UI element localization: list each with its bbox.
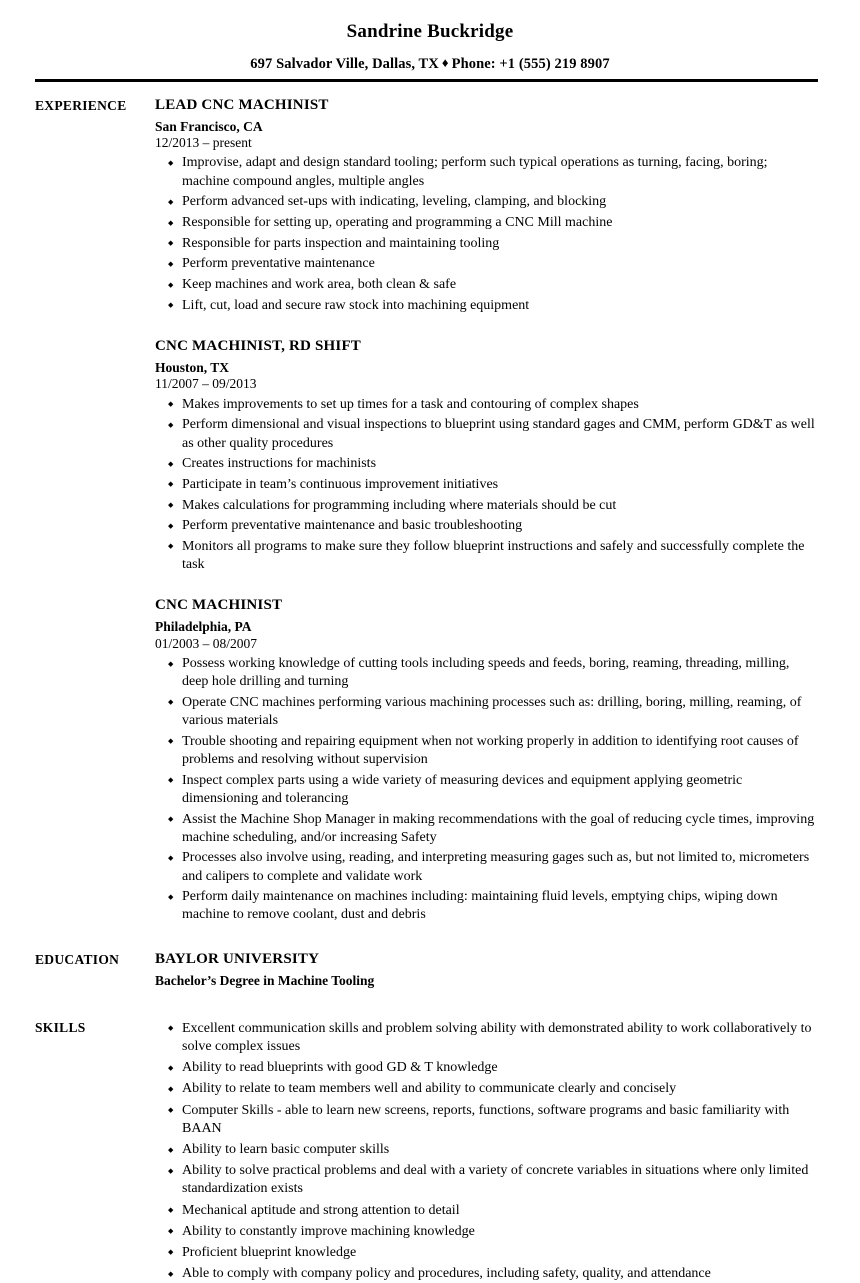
job-bullet: ◆ Monitors all programs to make sure they follow blueprint instructions and safely and successfully complete the task — [155, 538, 818, 574]
job-location: Houston, TX — [155, 359, 230, 375]
section-label-experience: EXPERIENCE — [35, 97, 127, 113]
header-divider — [35, 79, 818, 82]
job-dates: 12/2013 – present — [155, 135, 252, 151]
candidate-name: Sandrine Buckridge — [346, 21, 514, 42]
job-bullet: ◆ Possess working knowledge of cutting tools including speeds and feeds, boring, reaming, threading, milling, deep hole drilling and turning — [155, 655, 818, 691]
resume-body — [0, 96, 860, 1283]
job-entry — [155, 96, 818, 315]
section-label-skills: SKILLS — [35, 1019, 86, 1035]
job-bullet-list — [155, 396, 818, 575]
job-location: San Francisco, CA — [155, 118, 263, 134]
job-bullet: ◆ Operate CNC machines performing various machining processes such as: drilling, boring, milling, reaming, of various materials — [155, 694, 818, 730]
job-title: CNC MACHINIST, RD SHIFT — [155, 337, 362, 354]
section-education — [35, 950, 818, 990]
job-bullet: ◆ Improvise, adapt and design standard tooling; perform such typical operations as turning, facing, boring; machine compound angles, multiple angles — [155, 154, 818, 190]
job-bullet: ◆ Processes also involve using, reading, and interpreting measuring gages such as, but not limited to, micrometers and calipers to complete and validate work — [155, 849, 818, 885]
job-dates: 01/2003 – 08/2007 — [155, 635, 258, 651]
job-bullet: ◆ Makes improvements to set up times for a task and contouring of complex shapes — [155, 396, 818, 414]
job-bullet: ◆ Assist the Machine Shop Manager in making recommendations with the goal of reducing cycle times, improving machine scheduling, and/or increasing Safety — [155, 811, 818, 847]
education-entry — [155, 950, 818, 990]
job-bullet: ◆ Creates instructions for machinists — [155, 455, 818, 473]
contact-line — [0, 55, 860, 73]
job-bullet: ◆ Responsible for setting up, operating and programming a CNC Mill machine — [155, 214, 818, 232]
skills-entries — [155, 1018, 818, 1283]
skill-bullet: ◆ Ability to constantly improve machining knowledge — [155, 1223, 818, 1241]
job-bullet: ◆ Keep machines and work area, both clean & safe — [155, 276, 818, 294]
job-bullet: ◆ Perform preventative maintenance and basic troubleshooting — [155, 517, 818, 535]
resume-header — [0, 0, 860, 82]
section-label-education: EDUCATION — [35, 951, 120, 967]
job-bullet: ◆ Perform advanced set-ups with indicating, leveling, clamping, and blocking — [155, 193, 818, 211]
job-bullet: ◆ Perform preventative maintenance — [155, 255, 818, 273]
experience-entries — [155, 96, 818, 925]
job-bullet: ◆ Responsible for parts inspection and maintaining tooling — [155, 235, 818, 253]
job-bullet-list — [155, 655, 818, 925]
skill-bullet: ◆ Excellent communication skills and problem solving ability with demonstrated ability to work collaboratively to solve complex issues — [155, 1020, 818, 1056]
job-bullet: ◆ Trouble shooting and repairing equipment when not working properly in addition to identifying root causes of problems and resolving without supervision — [155, 733, 818, 769]
job-bullet: ◆ Perform daily maintenance on machines including: maintaining fluid levels, emptying chips, wiping down machine to remove coolant, dust and debris — [155, 888, 818, 924]
job-bullet: ◆ Lift, cut, load and secure raw stock into machining equipment — [155, 297, 818, 315]
skill-bullet: ◆ Ability to solve practical problems and deal with a variety of concrete variables in situations where only limited standardization exists — [155, 1162, 818, 1198]
skill-bullet: ◆ Ability to relate to team members well and ability to communicate clearly and concisely — [155, 1080, 818, 1098]
job-bullet: ◆ Inspect complex parts using a wide variety of measuring devices and equipment applying geometric dimensioning and tolerancing — [155, 772, 818, 808]
job-bullet: ◆ Participate in team’s continuous improvement initiatives — [155, 476, 818, 494]
education-degree: Bachelor’s Degree in Machine Tooling — [155, 973, 375, 989]
job-title: LEAD CNC MACHINIST — [155, 96, 329, 113]
skill-bullet: ◆ Able to comply with company policy and procedures, including safety, quality, and attendance — [155, 1265, 818, 1283]
job-bullet: ◆ Makes calculations for programming including where materials should be cut — [155, 497, 818, 515]
job-bullet: ◆ Perform dimensional and visual inspections to blueprint using standard gages and CMM, perform GD&T as well as other quality procedures — [155, 416, 818, 452]
education-entries — [155, 950, 818, 990]
education-school: BAYLOR UNIVERSITY — [155, 950, 320, 967]
candidate-phone: Phone: +1 (555) 219 8907 — [451, 55, 610, 72]
skill-bullet: ◆ Ability to learn basic computer skills — [155, 1141, 818, 1159]
job-entry — [155, 337, 818, 574]
job-title: CNC MACHINIST — [155, 597, 283, 614]
diamond-separator-icon: ♦ — [441, 54, 449, 70]
job-bullet-list — [155, 154, 818, 315]
job-location: Philadelphia, PA — [155, 619, 252, 635]
section-skills — [35, 1018, 818, 1283]
section-experience — [35, 96, 818, 925]
skill-bullet: ◆ Ability to read blueprints with good GD & T knowledge — [155, 1059, 818, 1077]
skills-bullet-list — [155, 1020, 818, 1283]
candidate-address: 697 Salvador Ville, Dallas, TX — [250, 55, 439, 72]
job-entry — [155, 596, 818, 924]
skill-bullet: ◆ Computer Skills - able to learn new screens, reports, functions, software programs and basic familiarity with BAAN — [155, 1102, 818, 1138]
skill-bullet: ◆ Proficient blueprint knowledge — [155, 1244, 818, 1262]
skill-bullet: ◆ Mechanical aptitude and strong attention to detail — [155, 1202, 818, 1220]
job-dates: 11/2007 – 09/2013 — [155, 376, 257, 392]
